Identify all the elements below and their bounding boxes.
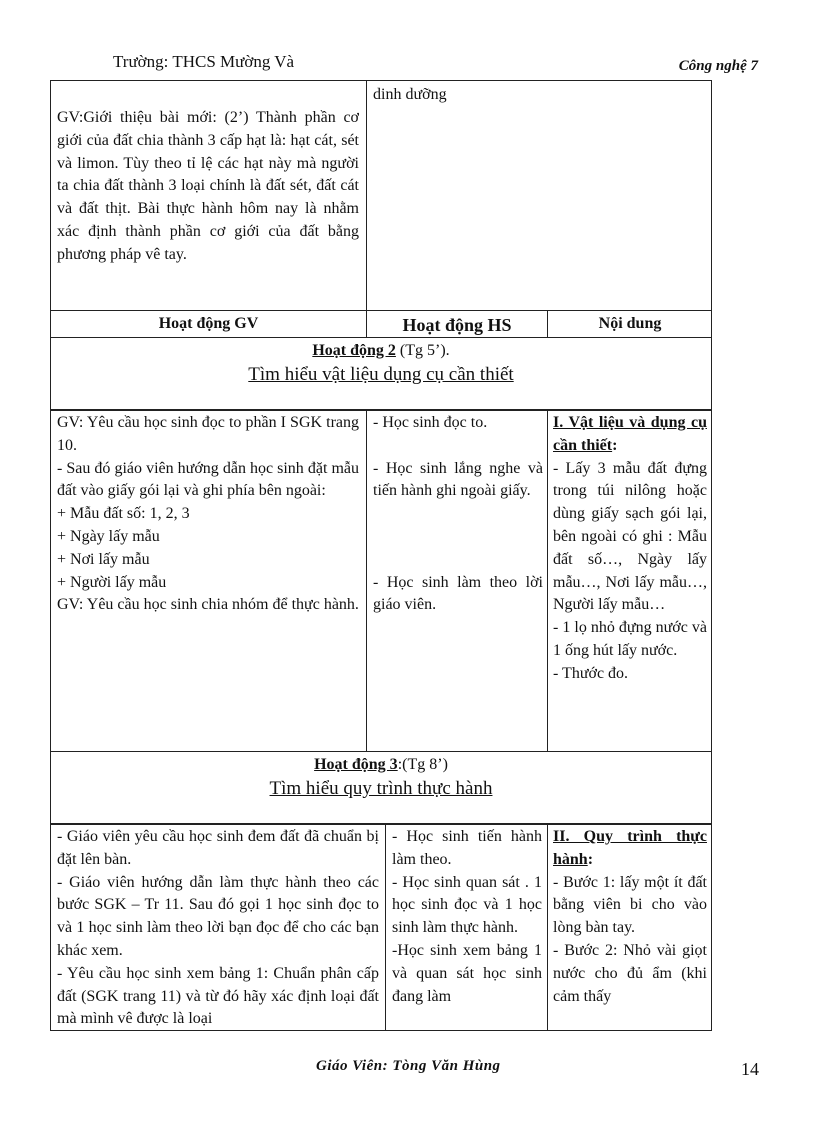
intro-box — [50, 80, 712, 311]
activity3-hs — [392, 826, 542, 1030]
activity3-gv-line: - Giáo viên hướng dẫn làm thực hành theo các bước SGK – Tr 11. Sau đó gọi 1 học sinh đọc to và 1 học sinh làm theo lời bạn đọc để cho các bạn khác xem. — [57, 873, 379, 959]
activity2-gv-line: + Nơi lấy mẫu — [57, 550, 150, 568]
activity2-title: Tìm hiểu vật liệu dụng cụ cần thiết — [248, 364, 514, 385]
activity2-hs — [373, 412, 543, 751]
intro-gv-text: GV:Giới thiệu bài mới: (2’) Thành phần cơ giới của đất chia thành 3 cấp hạt là: hạt cát, sét và limon. Tùy theo tỉ lệ các hạt này mà người ta chia đất thành 3 loại chính là đất sét, đất cát và đất thịt. Bài thực hành hôm nay là nhằm xác định thành phần cơ giới của đất bằng phương pháp vê tay. — [57, 109, 359, 263]
activity2-gv-line: + Người lấy mẫu — [57, 573, 167, 591]
activity2-content-row — [50, 410, 712, 752]
activity2-gv-line: - Sau đó giáo viên hướng dẫn học sinh đặt mẫu đất vào giấy gói lại và ghi phía bên ngoài: — [57, 459, 359, 500]
activity2-title-row — [50, 338, 712, 410]
activity2-gv-line: + Ngày lấy mẫu — [57, 527, 160, 545]
col-header-nd: Nội dung — [598, 315, 662, 332]
activity2-gv-line: GV: Yêu cầu học sinh chia nhóm để thực hành. — [57, 596, 359, 614]
subject-title: Công nghệ 7 — [678, 58, 758, 74]
activity2-nd-colon: : — [612, 436, 618, 454]
page-number: 14 — [741, 1059, 759, 1079]
activity3-nd-colon: : — [587, 850, 594, 868]
school-name: Trường: THCS Mường Và — [113, 52, 295, 71]
activity3-nd-line: - Bước 1: lấy một ít đất bằng viên bi cho vào lòng bàn tay. — [553, 873, 707, 937]
activity3-title-row — [50, 752, 712, 824]
activity3-gv-line: - Giáo viên yêu cầu học sinh đem đất đã chuẩn bị đặt lên bàn. — [57, 828, 379, 868]
activity2-time: (Tg 5’). — [395, 342, 450, 359]
activity2-nd-line: - Lấy 3 mẫu đất đựng trong túi nilông hoặc dùng giấy sạch gói lại, bên ngoài có ghi : Mẫu đất số…, Ngày lấy mẫu…, Nơi lấy mẫu…, Người lấy mẫu… — [553, 459, 707, 614]
table-header-row — [50, 311, 712, 338]
activity3-title: Tìm hiểu quy trình thực hành — [269, 778, 493, 799]
activity3-label: Hoạt động 3 — [314, 756, 398, 773]
activity3-hs-line: - Học sinh tiến hành làm theo. — [392, 828, 542, 868]
col-header-hs: Hoạt động HS — [402, 315, 512, 335]
activity2-nd-line: - Thước đo. — [553, 664, 629, 682]
activity2-label: Hoạt động 2 — [312, 342, 396, 359]
activity2-hs-line: - Học sinh đọc to. — [373, 414, 488, 431]
activity3-hs-line: - Học sinh quan sát . 1 học sinh đọc và 1 học sinh làm thực hành. — [392, 873, 542, 937]
activity3-gv-line: - Yêu cầu học sinh xem bảng 1: Chuẩn phân cấp đất (SGK trang 11) và từ đó hãy xác định loại đất mà mình vê được là loại — [57, 964, 379, 1028]
activity2-gv — [57, 412, 359, 751]
activity2-hs-line: - Học sinh làm theo lời giáo viên. — [373, 573, 543, 614]
activity3-nd — [553, 826, 707, 1030]
activity2-gv-line: + Mẫu đất số: 1, 2, 3 — [57, 505, 190, 523]
intro-right-text: dinh dưỡng — [373, 86, 447, 103]
activity2-nd-line: - 1 lọ nhỏ đựng nước và 1 ống hút lấy nước. — [553, 619, 707, 659]
footer-teacher: Giáo Viên: Tòng Văn Hùng — [316, 1058, 501, 1074]
activity2-gv-line: GV: Yêu cầu học sinh đọc to phần I SGK trang 10. — [57, 414, 359, 454]
activity2-nd-heading: I. Vật liệu và dụng cụ cần thiết — [553, 414, 707, 454]
activity3-hs-line: -Học sinh xem bảng 1 và quan sát học sinh đang làm — [392, 941, 542, 1005]
activity2-nd — [553, 412, 707, 751]
activity3-time: :(Tg 8’) — [397, 756, 448, 773]
activity3-content-row — [50, 824, 712, 1031]
activity2-hs-line: - Học sinh lắng nghe và tiến hành ghi ngoài giấy. — [373, 459, 543, 500]
col-header-gv: Hoạt động GV — [158, 315, 259, 332]
activity3-nd-line: - Bước 2: Nhỏ vài giọt nước cho đủ ẩm (khi cảm thấy — [553, 941, 707, 1005]
activity3-gv — [57, 826, 379, 1030]
activity3-nd-heading: II. Quy trình thực hành — [553, 828, 707, 868]
